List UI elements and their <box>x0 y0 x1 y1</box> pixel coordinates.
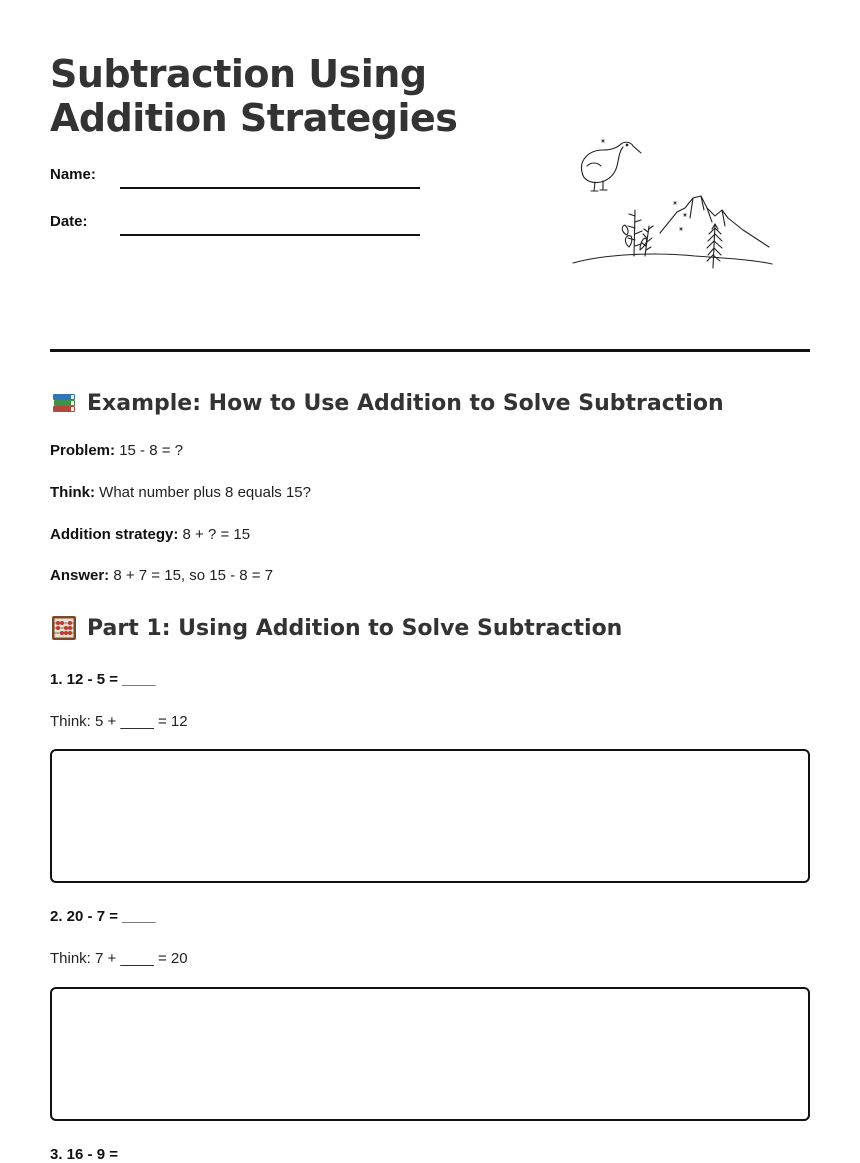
example-strategy <box>50 526 250 543</box>
question-2-text: 2. 20 - 7 = ____ <box>50 908 156 925</box>
date-field[interactable] <box>120 234 420 236</box>
abacus-icon <box>50 614 78 642</box>
name-label: Name: <box>50 166 96 183</box>
question-2-problem <box>50 908 156 925</box>
question-2-answer-box[interactable] <box>50 987 810 1121</box>
part1-heading-text: Part 1: Using Addition to Solve Subtraction <box>87 615 623 641</box>
strategy-value: 8 + ? = 15 <box>182 526 251 543</box>
section-divider <box>50 349 810 352</box>
think-label: Think: <box>50 484 95 501</box>
question-1-answer-box[interactable] <box>50 749 810 883</box>
worksheet-title <box>50 52 457 140</box>
kiwi-mountain-illustration <box>565 130 780 275</box>
name-field[interactable] <box>120 187 420 189</box>
example-answer <box>50 567 273 584</box>
question-1-problem <box>50 671 156 688</box>
example-problem <box>50 442 183 459</box>
books-icon <box>50 389 78 417</box>
question-1-text: 1. 12 - 5 = ____ <box>50 671 156 688</box>
problem-label: Problem: <box>50 442 116 459</box>
example-heading <box>50 389 724 417</box>
answer-label: Answer: <box>50 567 110 584</box>
example-think <box>50 484 311 501</box>
answer-value: 8 + 7 = 15, so 15 - 8 = 7 <box>113 567 274 584</box>
question-3-text: 3. 16 - 9 = <box>50 1146 118 1163</box>
strategy-label: Addition strategy: <box>50 526 179 543</box>
part1-heading <box>50 614 622 642</box>
title-line-1: Subtraction Using <box>50 52 427 96</box>
question-1-think: Think: 5 + ____ = 12 <box>50 713 188 730</box>
think-value: What number plus 8 equals 15? <box>99 484 311 501</box>
example-heading-text: Example: How to Use Addition to Solve Subtraction <box>87 390 724 416</box>
date-label: Date: <box>50 213 88 230</box>
problem-value: 15 - 8 = ? <box>119 442 183 459</box>
title-line-2: Addition Strategies <box>50 96 458 140</box>
question-2-think: Think: 7 + ____ = 20 <box>50 950 188 967</box>
question-3-problem <box>50 1146 118 1163</box>
